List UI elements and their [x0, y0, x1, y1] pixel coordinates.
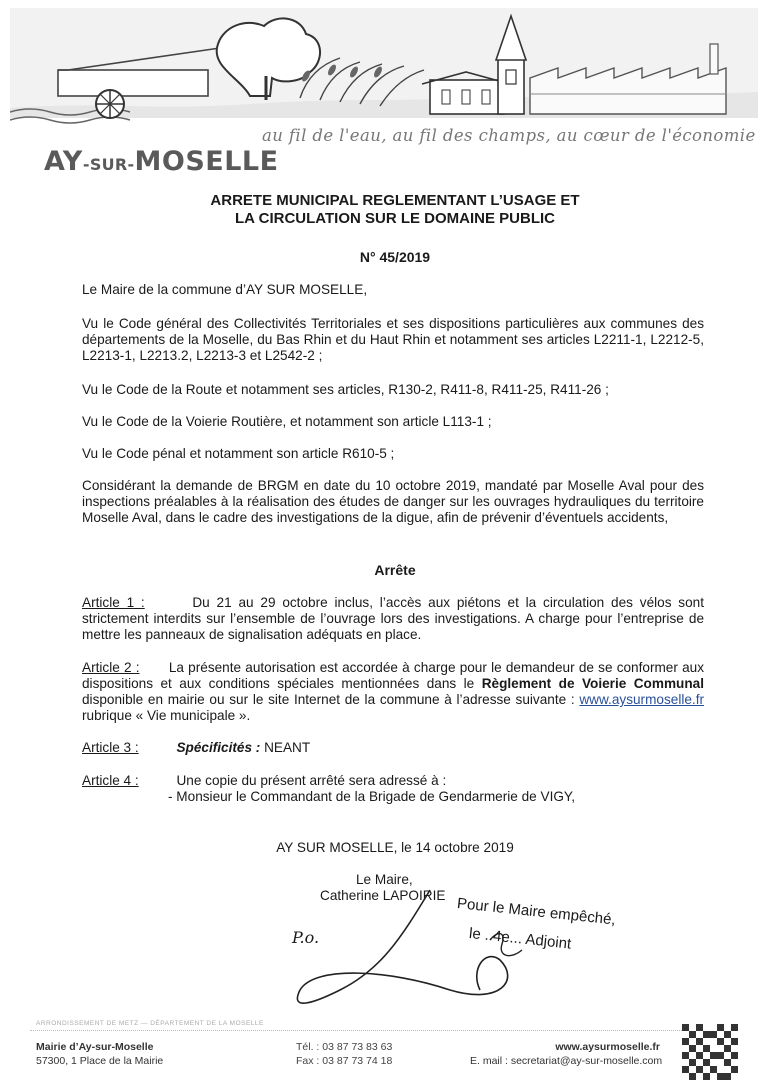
article-2-text-c: rubrique « Vie municipale ».	[82, 708, 251, 723]
handwritten-note-line-1: Pour le Maire empêché,	[456, 895, 617, 929]
handwritten-note-line-2: le ..4e... Adjoint	[468, 925, 573, 953]
article-3	[82, 740, 704, 756]
footer-phone	[296, 1040, 392, 1068]
article-2-text-a: La présente autorisation est accordée à charge pour le demandeur de se conformer aux dispositions et aux conditions spéciales mentionnées dans le	[82, 660, 704, 691]
header-slogan: au fil de l'eau, au fil des champs, au cœur de l'économie	[262, 126, 756, 145]
handwritten-signature	[270, 870, 630, 1020]
vu-paragraph-1: Vu le Code général des Collectivités Territoriales et ses dispositions particulières aux communes des départements de la Moselle, du Bas Rhin et du Haut Rhin et notamment ses articles L2211-1, L2212-5, L2213-1, L2213.2, L2213-3 et L2542-2 ;	[82, 316, 704, 363]
place-and-date: AY SUR MOSELLE, le 14 octobre 2019	[276, 840, 514, 855]
checker-logo-icon	[682, 1024, 738, 1080]
article-2-text-b: disponible en mairie ou sur le site Internet de la commune à l’adresse suivante :	[82, 692, 575, 707]
vu-paragraph-4: Vu le Code pénal et notamment son article R610-5 ;	[82, 446, 395, 461]
footer-address	[36, 1040, 163, 1068]
article-2-label: Article 2 :	[82, 660, 140, 675]
article-1-text: Du 21 au 29 octobre inclus, l’accès aux piétons et la circulation des vélos sont strictement interdits sur l’ensemble de l’ouvrage lors des investigations. A charge pour l’entreprise de mettre les panneaux de signalisation adéquats en place.	[82, 595, 704, 642]
article-2-bold: Règlement de Voierie Communal	[481, 676, 704, 691]
footer-org: Mairie d’Ay-sur-Moselle	[36, 1041, 154, 1053]
article-3-label: Article 3 :	[82, 740, 139, 755]
brand-moselle: MOSELLE	[134, 146, 279, 177]
brand-logo-text	[44, 146, 279, 177]
article-3-bold: Spécificités :	[176, 740, 261, 755]
article-1	[82, 595, 704, 643]
brand-sur: -SUR-	[82, 155, 135, 174]
arrete-heading: Arrête	[374, 562, 416, 578]
vu-paragraph-2: Vu le Code de la Route et notamment ses articles, R130-2, R411-8, R411-25, R411-26 ;	[82, 382, 609, 397]
document-title-line-2: LA CIRCULATION SUR LE DOMAINE PUBLIC	[235, 210, 555, 227]
footer-email[interactable]: E. mail : secretariat@ay-sur-moselle.com	[470, 1055, 663, 1067]
document-title-line-1: ARRETE MUNICIPAL REGLEMENTANT L’USAGE ET	[210, 192, 580, 209]
footer-fax: Fax : 03 87 73 74 18	[296, 1055, 393, 1067]
mayor-title: Le Maire,	[356, 872, 413, 887]
article-2	[82, 660, 704, 724]
footer-street: 57300, 1 Place de la Mairie	[36, 1055, 164, 1067]
considerant-paragraph: Considérant la demande de BRGM en date du 10 octobre 2019, mandaté par Moselle Aval pour des inspections préalables à la réalisation des études de danger sur les ouvrages hydrauliques du territoire Moselle Aval, dans le cadre des investigations de la digue, afin de prévenir d’éventuels accidents,	[82, 478, 704, 525]
footer-contact	[470, 1040, 663, 1068]
mayor-name: Catherine LAPOIRIE	[320, 888, 446, 903]
footer-divider	[30, 1030, 730, 1031]
brand-ay: AY	[44, 146, 83, 177]
article-4	[82, 773, 704, 805]
footer-web[interactable]: www.aysurmoselle.fr	[555, 1041, 660, 1053]
footer-faint-caption: ARRONDISSEMENT DE METZ — DÉPARTEMENT DE LA MOSELLE	[36, 1020, 264, 1027]
website-link[interactable]: www.aysurmoselle.fr	[579, 692, 704, 707]
vu-paragraph-3: Vu le Code de la Voierie Routière, et notamment son article L113-1 ;	[82, 414, 492, 429]
footer-tel: Tél. : 03 87 73 83 63	[296, 1041, 393, 1053]
article-4-line-2: - Monsieur le Commandant de la Brigade de Gendarmerie de VIGY,	[168, 789, 576, 804]
article-4-line-1: Une copie du présent arrêté sera adressé à :	[176, 773, 447, 788]
mayor-intro: Le Maire de la commune d’AY SUR MOSELLE,	[82, 282, 368, 297]
signature-po: P.o.	[292, 928, 320, 947]
decree-number: N° 45/2019	[359, 249, 431, 265]
article-1-label: Article 1 :	[82, 595, 145, 610]
article-4-label: Article 4 :	[82, 773, 139, 788]
article-3-value: NEANT	[264, 740, 311, 755]
